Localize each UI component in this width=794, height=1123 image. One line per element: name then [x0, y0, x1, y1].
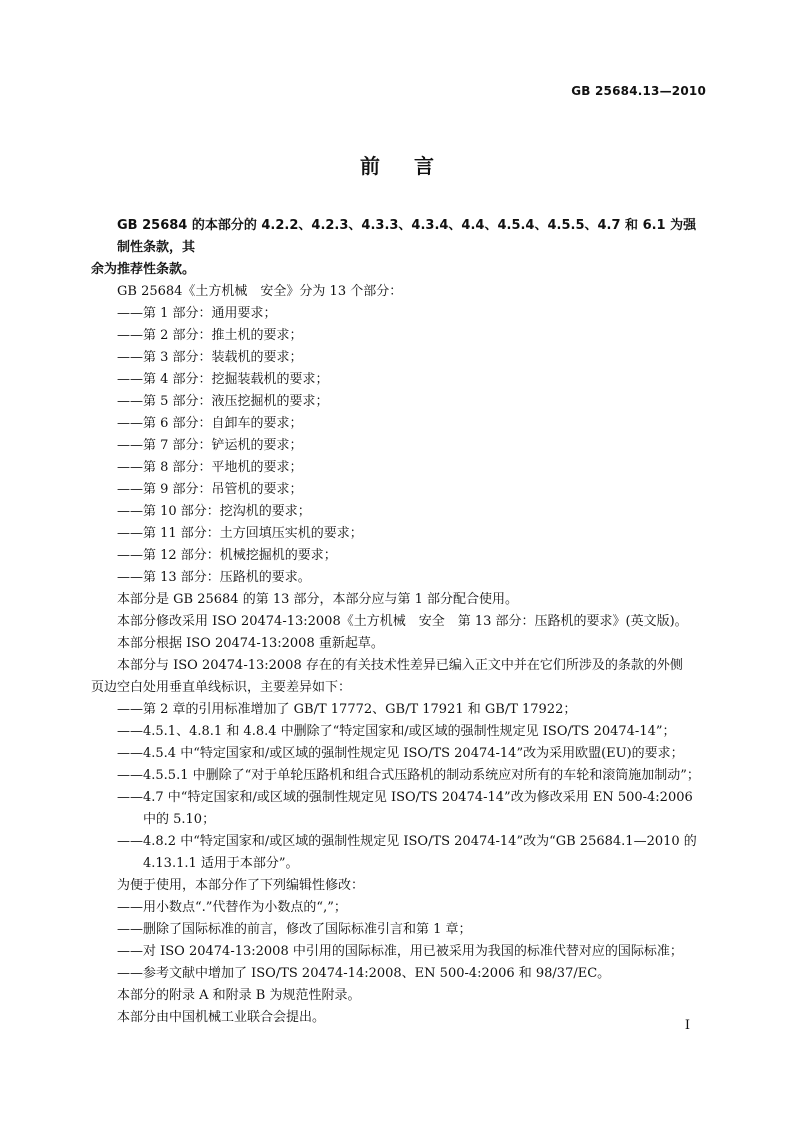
list-item	[117, 743, 709, 765]
list-dash: ——	[117, 570, 143, 585]
list-dash: ——	[117, 504, 143, 519]
list-item	[117, 413, 709, 435]
paragraph: GB 25684《土方机械 安全》分为 13 个部分：	[117, 284, 403, 299]
list-item-text: 4.5.1、4.8.1 和 4.8.4 中删除了“特定国家和/或区域的强制性规定见 ISO/TS 20474-14”；	[143, 724, 676, 739]
list-item-text: 第 2 部分：推土机的要求；	[143, 328, 303, 343]
list-item	[117, 435, 709, 457]
list-item	[117, 765, 709, 787]
list-item-text: 对 ISO 20474-13:2008 中引用的国际标准，用已被采用为我国的标准代替对应的国际标准；	[143, 944, 683, 959]
list-item	[117, 457, 709, 479]
list-dash: ——	[117, 394, 143, 409]
list-item-text: 第 12 部分：机械挖掘机的要求；	[143, 548, 337, 563]
paragraph-continuation: 余为推荐性条款。	[91, 262, 196, 277]
list-dash: ——	[117, 746, 143, 761]
list-dash: ——	[117, 328, 143, 343]
list-item	[117, 391, 709, 413]
list-item-text: 用小数点“.”代替作为小数点的“,”；	[143, 900, 347, 915]
list-dash: ——	[117, 482, 143, 497]
list-item-text: 第 11 部分：土方回填压实机的要求；	[143, 526, 363, 541]
list-item-text: 第 13 部分：压路机的要求。	[143, 570, 311, 585]
list-item-text: 第 2 章的引用标准增加了 GB/T 17772、GB/T 17921 和 GB/T 17922；	[143, 702, 577, 717]
list-item	[117, 523, 709, 545]
list-item	[117, 897, 709, 919]
paragraph: 本部分的附录 A 和附录 B 为规范性附录。	[117, 988, 361, 1003]
list-item	[117, 567, 709, 589]
paragraph: 本部分根据 ISO 20474-13:2008 重新起草。	[117, 636, 384, 651]
list-item-text: 第 5 部分：液压挖掘机的要求；	[143, 394, 329, 409]
list-item	[117, 479, 709, 501]
list-dash: ——	[117, 460, 143, 475]
list-dash: ——	[117, 350, 143, 365]
list-dash: ——	[117, 702, 143, 717]
standard-number: GB 25684.13—2010	[571, 84, 706, 98]
list-item-text: 第 6 部分：自卸车的要求；	[143, 416, 303, 431]
list-dash: ——	[117, 372, 143, 387]
list-item-text: 第 10 部分：挖沟机的要求；	[143, 504, 311, 519]
list-item	[117, 699, 709, 721]
list-item	[117, 919, 709, 941]
paragraph: 本部分修改采用 ISO 20474-13:2008《土方机械 安全 第 13 部分：压路机的要求》(英文版)。	[117, 614, 688, 629]
paragraph-line: 本部分与 ISO 20474-13:2008 存在的有关技术性差异已编入正文中并在它们所涉及的条款的外侧	[117, 658, 683, 673]
list-dash: ——	[117, 834, 143, 849]
list-dash: ——	[117, 416, 143, 431]
list-item	[117, 545, 709, 567]
list-item-text: 参考文献中增加了 ISO/TS 20474-14:2008、EN 500-4:2006 和 98/37/EC。	[143, 966, 611, 981]
list-item-text: 第 8 部分：平地机的要求；	[143, 460, 303, 475]
list-item	[117, 787, 709, 831]
list-dash: ——	[117, 306, 143, 321]
paragraph: 本部分由中国机械工业联合会提出。	[117, 1010, 326, 1025]
paragraph-continuation: 页边空白处用垂直单线标识，主要差异如下：	[91, 680, 352, 695]
list-item	[117, 963, 709, 985]
list-item	[117, 369, 709, 391]
list-dash: ——	[117, 438, 143, 453]
list-item	[117, 941, 709, 963]
paragraph-line: GB 25684 的本部分的 4.2.2、4.2.3、4.3.3、4.3.4、4.4、4.5.4、4.5.5、4.7 和 6.1 为强制性条款，其	[117, 218, 697, 255]
list-item	[117, 721, 709, 743]
list-item-text: 第 7 部分：铲运机的要求；	[143, 438, 303, 453]
list-item-text: 第 4 部分：挖掘装载机的要求；	[143, 372, 329, 387]
list-item-text: 4.8.2 中“特定国家和/或区域的强制性规定见 ISO/TS 20474-14”改为“GB 25684.1—2010 的 4.13.1.1 适用于本部分”。	[143, 834, 697, 871]
list-dash: ——	[117, 966, 143, 981]
list-dash: ——	[117, 944, 143, 959]
list-item-text: 第 3 部分：装载机的要求；	[143, 350, 303, 365]
foreword-body	[91, 215, 709, 1029]
list-item-text: 4.5.4 中“特定国家和/或区域的强制性规定见 ISO/TS 20474-14”改为采用欧盟(EU)的要求；	[143, 746, 684, 761]
list-item-text: 4.5.5.1 中删除了“对于单轮压路机和组合式压路机的制动系统应对所有的车轮和滚筒施加制动”；	[143, 768, 700, 783]
list-dash: ——	[117, 790, 143, 805]
list-item-text: 第 1 部分：通用要求；	[143, 306, 277, 321]
list-item	[117, 303, 709, 325]
list-item-text: 第 9 部分：吊管机的要求；	[143, 482, 303, 497]
page-number: I	[684, 1018, 690, 1033]
list-dash: ——	[117, 900, 143, 915]
paragraph: 为便于使用，本部分作了下列编辑性修改：	[117, 878, 365, 893]
paragraph: 本部分是 GB 25684 的第 13 部分，本部分应与第 1 部分配合使用。	[117, 592, 519, 607]
list-dash: ——	[117, 548, 143, 563]
list-dash: ——	[117, 724, 143, 739]
list-dash: ——	[117, 526, 143, 541]
list-item	[117, 347, 709, 369]
list-item	[117, 831, 709, 875]
page-title: 前言	[360, 154, 468, 178]
list-item-text: 4.7 中“特定国家和/或区域的强制性规定见 ISO/TS 20474-14”改为修改采用 EN 500-4:2006 中的 5.10；	[143, 790, 693, 827]
list-item	[117, 325, 709, 347]
list-dash: ——	[117, 768, 143, 783]
list-item	[117, 501, 709, 523]
list-dash: ——	[117, 922, 143, 937]
list-item-text: 删除了国际标准的前言，修改了国际标准引言和第 1 章；	[143, 922, 472, 937]
